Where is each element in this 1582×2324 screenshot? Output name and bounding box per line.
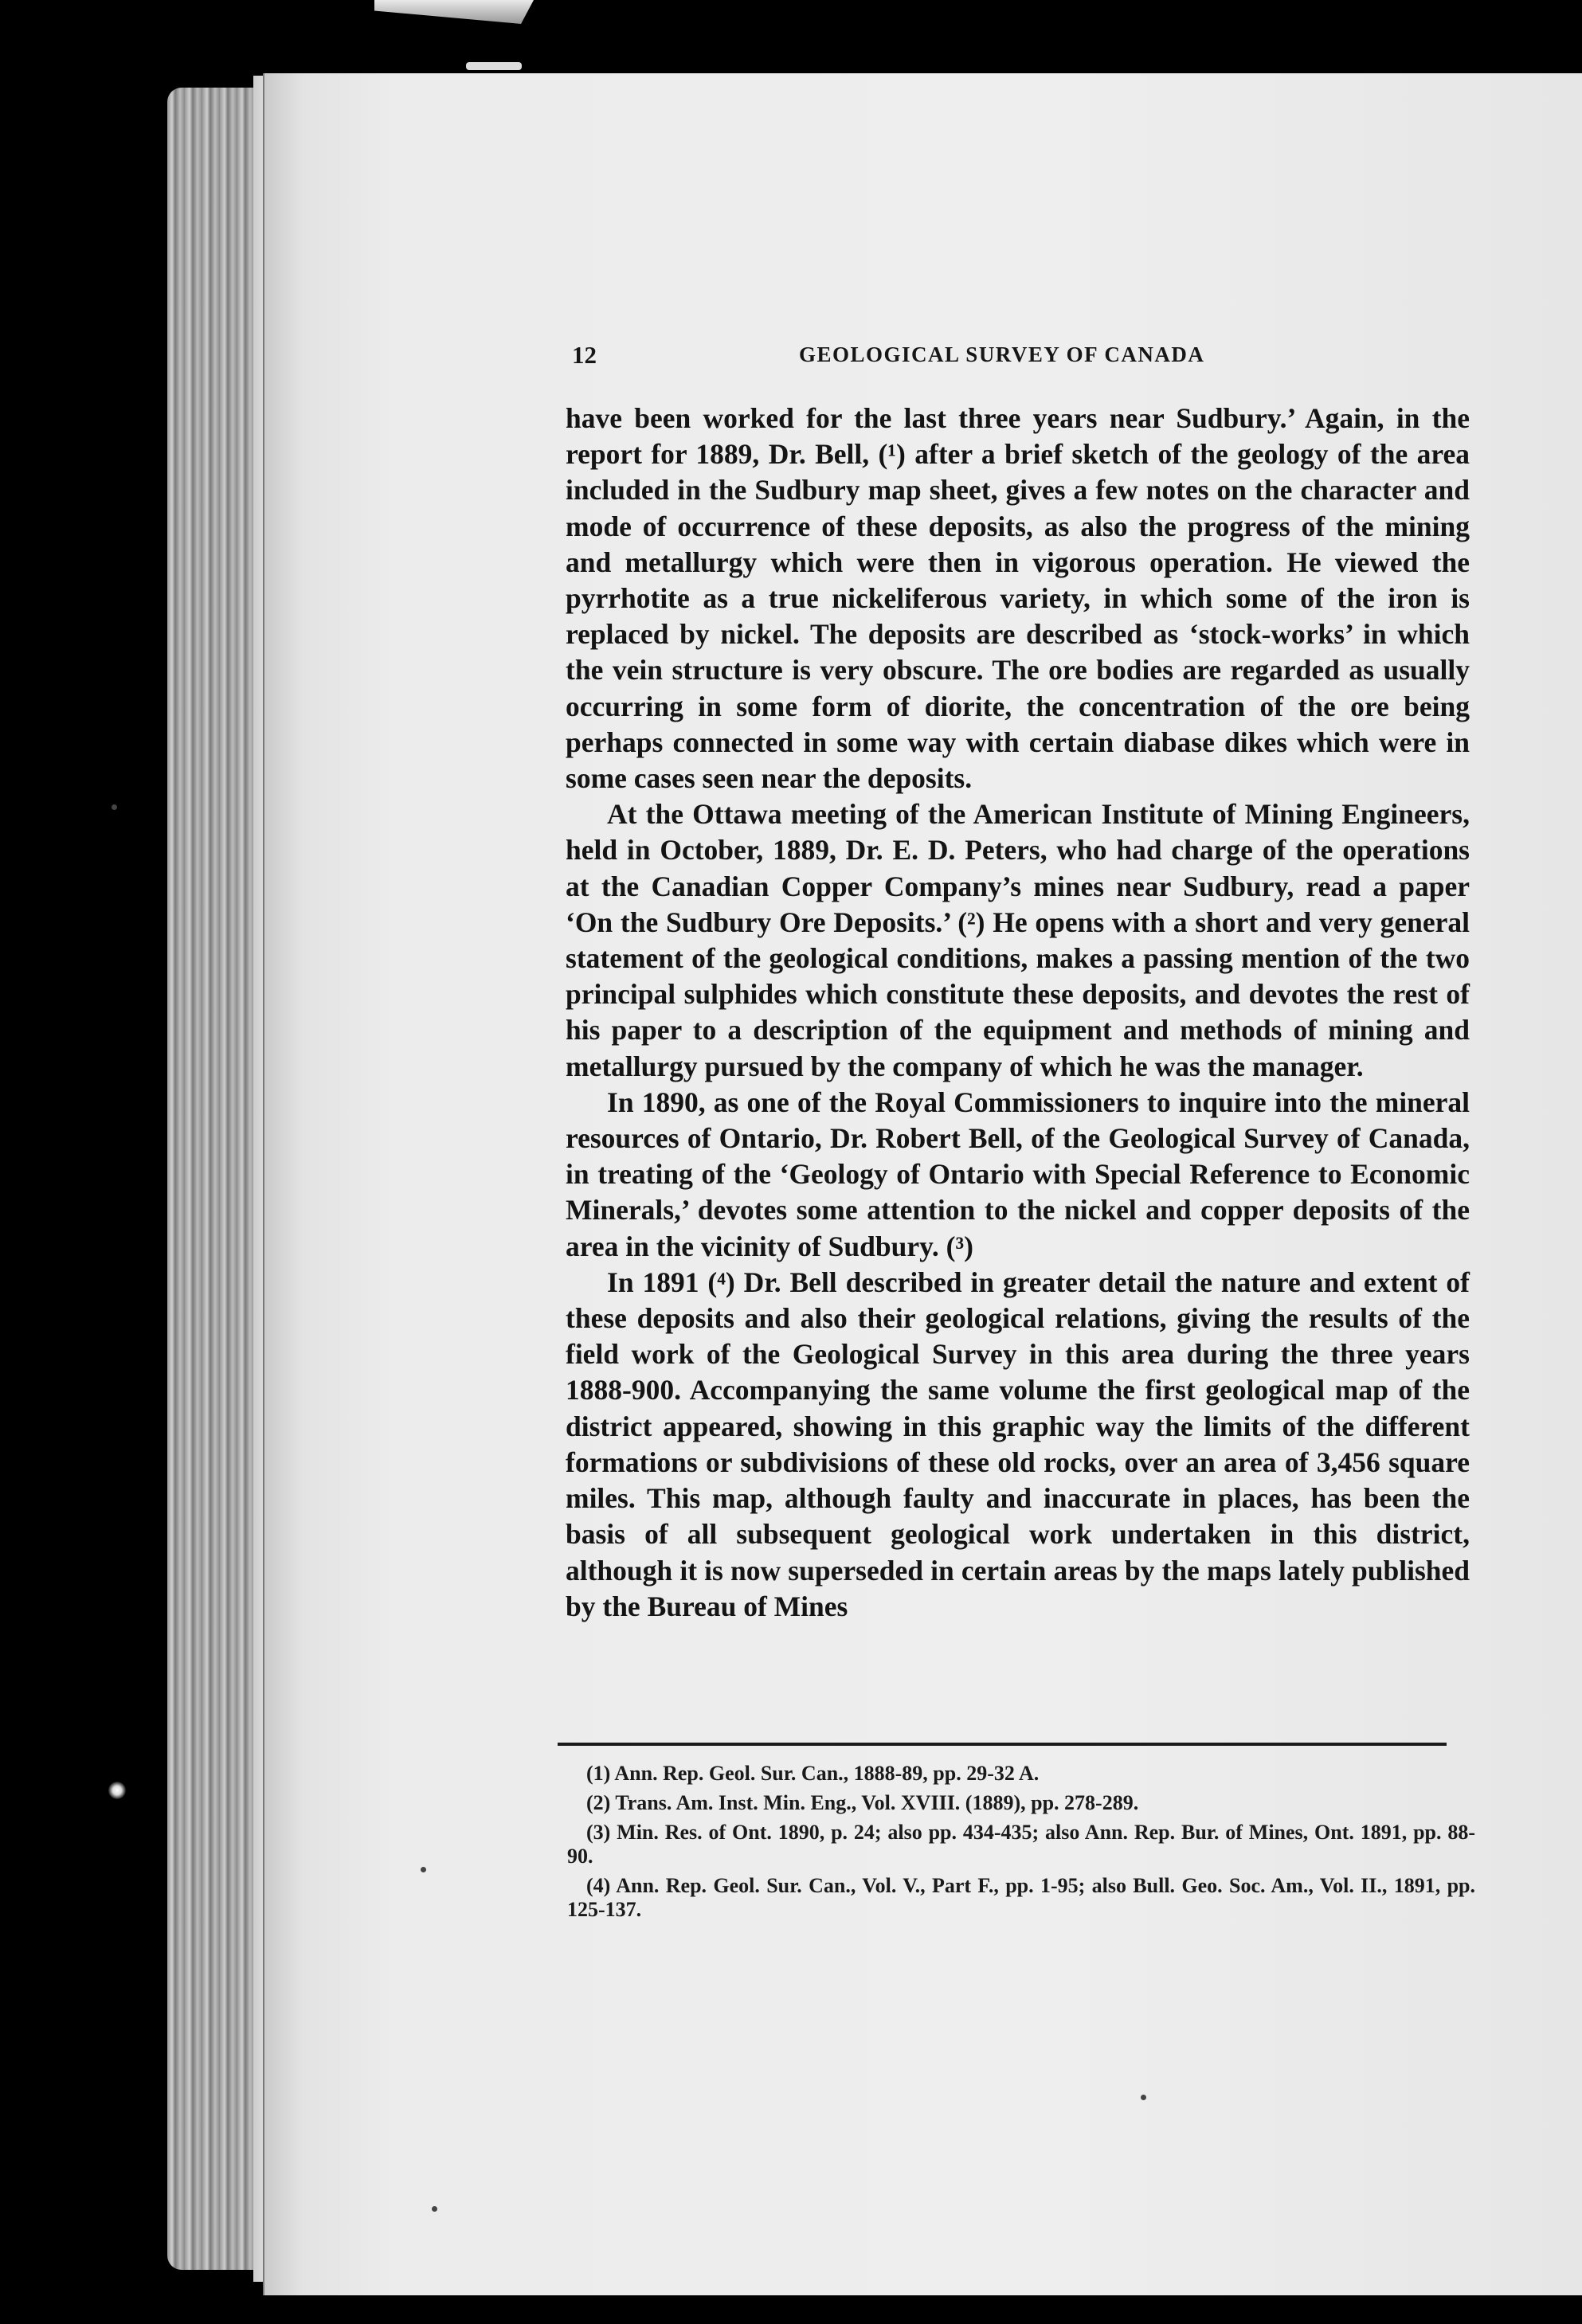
paper-scrap <box>374 0 534 24</box>
running-head <box>572 341 1480 373</box>
page-number: 12 <box>572 341 597 369</box>
dust-speck <box>108 1782 126 1799</box>
paragraph: At the Ottawa meeting of the American Institute of Mining Engineers, held in October, 1889, Dr. E. D. Peters, who had charge of the operations at the Canadian Copper Company’s mines near Sudbury, read a paper ‘On the Sudbury Ore Deposits.’ (²) He opens with a short and very general statement of the geological conditions, makes a passing mention of the two principal sulphides which constitute these deposits, and devotes the rest of his paper to a description of the equipment and methods of mining and metallurgy pursued by the company of which he was the manager. <box>566 798 1470 1082</box>
ink-speck <box>432 2206 437 2212</box>
footnote: (1) Ann. Rep. Geol. Sur. Can., 1888-89, pp. 29-32 A. <box>586 1762 1040 1785</box>
paragraph: In 1891 (⁴) Dr. Bell described in greater detail the nature and extent of these deposits and also their geological relations, giving the results of the field work of the Geological Survey in this area during the three years 1888-900. Accompanying the same volume the first geological map of the district appeared, showing in this graphic way the limits of the different formations or subdivisions of these old rocks, over an area of 3,456 square miles. This map, although faulty and inaccurate in places, has been the basis of all subsequent geological work undertaken in this district, although it is now superseded in certain areas by the maps lately published by the Bureau of Mines <box>566 1266 1470 1622</box>
ink-speck <box>421 1867 426 1872</box>
footnote: (3) Min. Res. of Ont. 1890, p. 24; also pp. 434-435; also Ann. Rep. Bur. of Mines, Ont. 1891, pp. 88-90. <box>567 1821 1475 1868</box>
footnotes <box>567 1762 1475 1927</box>
header-title: GEOLOGICAL SURVEY OF CANADA <box>799 342 1205 366</box>
body-text <box>566 401 1470 1625</box>
footnote-rule <box>558 1743 1447 1746</box>
paragraph: In 1890, as one of the Royal Commissioners to inquire into the mineral resources of Ontario, Dr. Robert Bell, of the Geological Survey of Canada, in treating of the ‘Geology of Ontario with Special Reference to Economic Minerals,’ devotes some attention to the nickel and copper deposits of the area in the vicinity of Sudbury. (³) <box>566 1086 1470 1262</box>
footnote: (2) Trans. Am. Inst. Min. Eng., Vol. XVIII. (1889), pp. 278-289. <box>586 1791 1139 1814</box>
stacked-page-edges <box>167 88 267 2270</box>
ink-speck <box>1141 2095 1146 2100</box>
footnote: (4) Ann. Rep. Geol. Sur. Can., Vol. V., Part F., pp. 1-95; also Bull. Geo. Soc. Am., Vol. II., 1891, pp. 125-137. <box>567 1874 1475 1921</box>
paragraph: have been worked for the last three years near Sudbury.’ Again, in the report for 1889, Dr. Bell, (¹) after a brief sketch of the geology of the area included in the Sudbury map sheet, gives a few notes on the character and mode of occurrence of these deposits, as also the progress of the mining and metallurgy which were then in vigorous operation. He viewed the pyrrhotite as a true nickeliferous variety, in which some of the iron is replaced by nickel. The deposits are described as ‘stock-works’ in which the vein structure is very obscure. The ore bodies are regarded as usually occurring in some form of diorite, the concentration of the ore being perhaps connected in some way with certain diabase dikes which were in some cases seen near the deposits. <box>566 402 1470 795</box>
paper-scrap <box>466 62 522 70</box>
ink-speck <box>112 804 117 810</box>
